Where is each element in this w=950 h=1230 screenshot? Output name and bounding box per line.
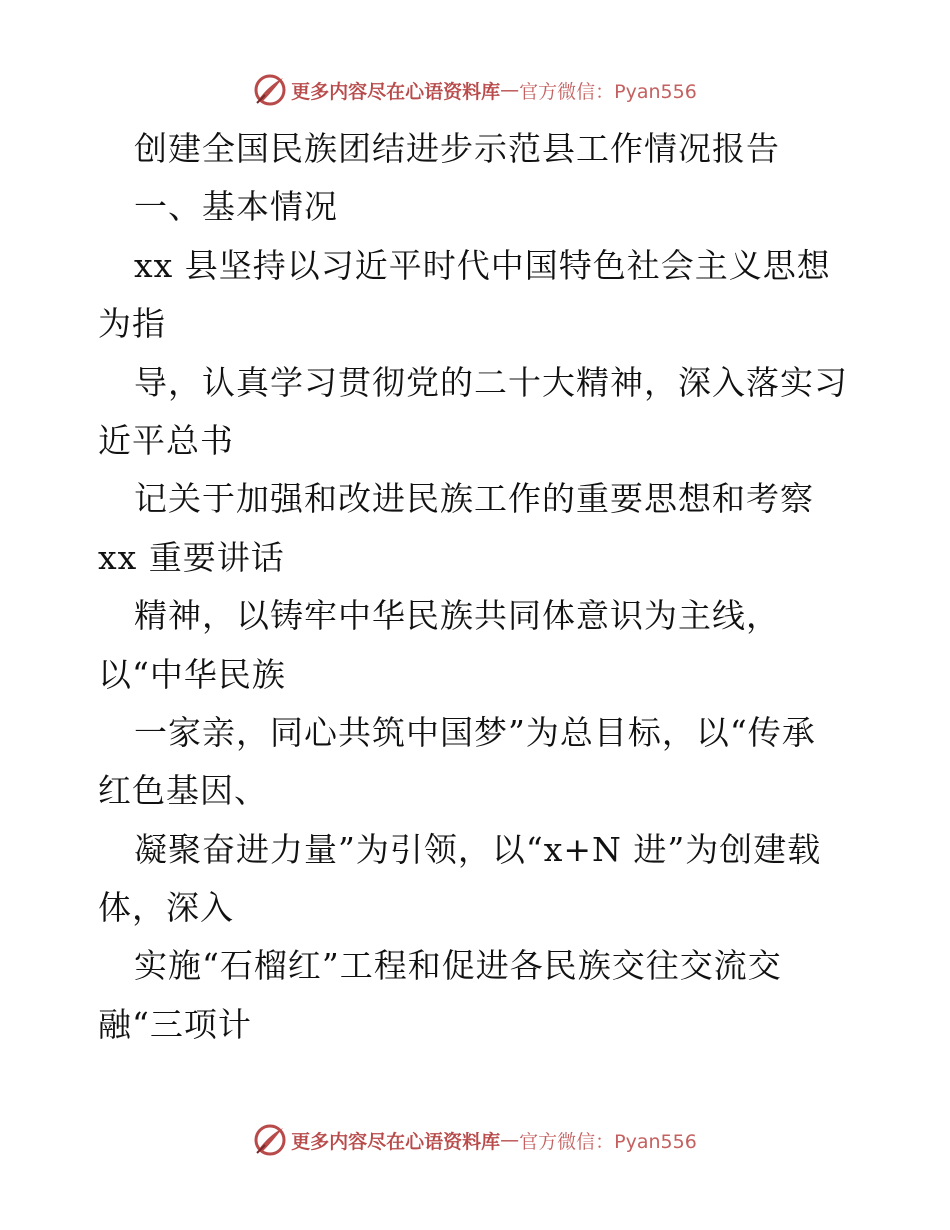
document-line: 实施“石榴红”工程和促进各民族交往交流交 xyxy=(134,946,782,986)
document-line: 融“三项计 xyxy=(98,1004,252,1044)
document-line: 为指 xyxy=(98,304,166,344)
document-body xyxy=(98,120,868,1054)
document-line: 红色基因、 xyxy=(98,771,268,811)
banner-separator: — xyxy=(500,1129,520,1151)
banner-separator: — xyxy=(500,79,520,101)
document-line: 记关于加强和改进民族工作的重要思想和考察 xyxy=(134,479,814,519)
footer-watermark-banner xyxy=(0,1120,950,1160)
quill-logo-icon xyxy=(253,1123,287,1157)
quill-logo-icon xyxy=(253,73,287,107)
banner-text: 更多内容尽在心语资料库 xyxy=(291,1130,501,1153)
document-line: 体，深入 xyxy=(98,888,234,928)
document-line: 近平总书 xyxy=(98,420,234,460)
document-line: 创建全国民族团结进步示范县工作情况报告 xyxy=(134,129,780,168)
banner-wechat: 官方微信：Pyan556 xyxy=(519,1130,697,1153)
document-line: xx 重要讲话 xyxy=(98,537,285,577)
banner-wechat: 官方微信：Pyan556 xyxy=(519,80,697,103)
document-line: xx 县坚持以习近平时代中国特色社会主义思想 xyxy=(134,245,831,285)
document-line: 凝聚奋进力量”为引领，以“x+N 进”为创建载 xyxy=(134,829,822,869)
header-watermark-banner xyxy=(0,70,950,110)
document-line: 一、基本情况 xyxy=(134,187,338,227)
document-line: 精神，以铸牢中华民族共同体意识为主线， xyxy=(134,596,780,636)
banner-text: 更多内容尽在心语资料库 xyxy=(291,80,501,103)
document-line: 以“中华民族 xyxy=(98,654,286,694)
document-line: 一家亲，同心共筑中国梦”为总目标，以“传承 xyxy=(134,712,816,752)
document-line: 导，认真学习贯彻党的二十大精神，深入落实习 xyxy=(134,362,848,402)
